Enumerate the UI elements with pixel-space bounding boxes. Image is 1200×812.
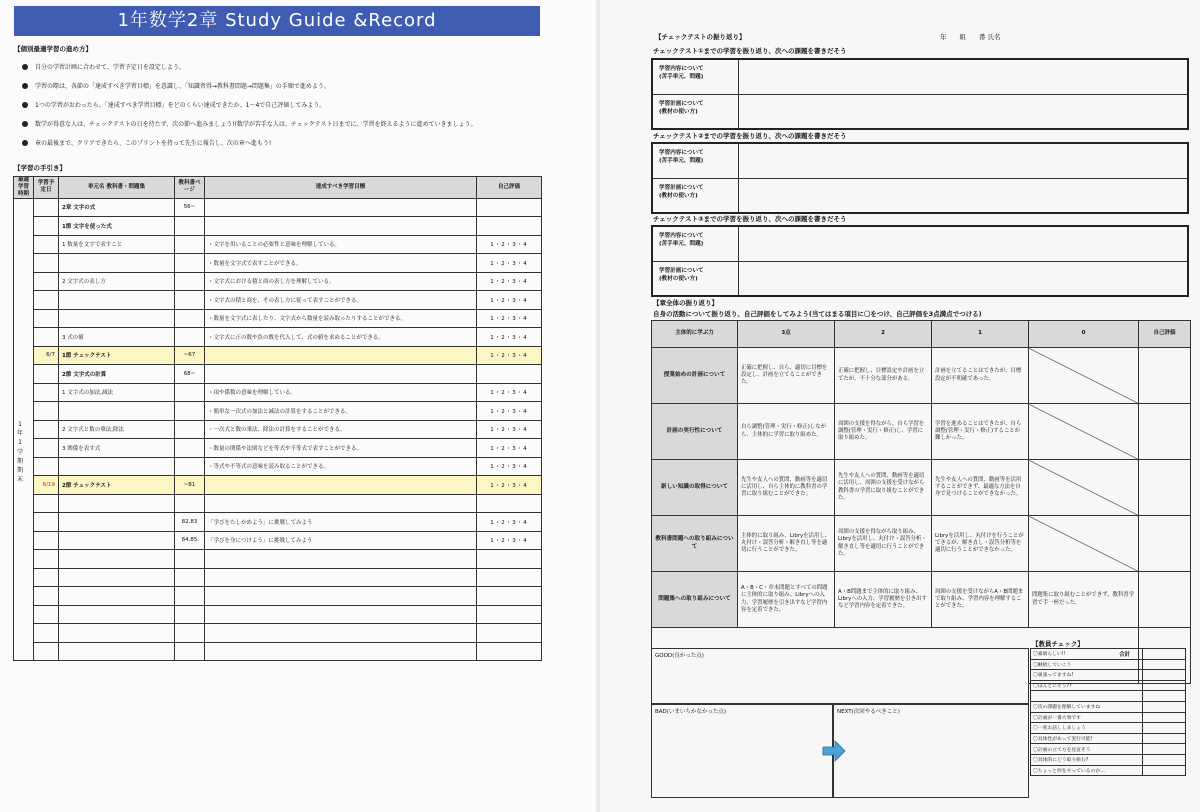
eval-col-header: 0 [1029,321,1139,348]
goal-cell [205,476,477,495]
check3-box [651,225,1189,297]
step-text: 自分の学習計画に合わせて、学習予定日を設定しよう。 [35,64,185,71]
date-cell[interactable] [34,513,59,532]
goal-cell: ・数量の関係や法則などを等式や不等式で表すことができる。 [205,439,477,458]
eval-score-cell[interactable] [1139,348,1191,404]
goal-cell: ・一次式と数の乗法、除法の計算をすることができる。 [205,420,477,439]
unit-cell: 2 文字式の表し方 [59,272,175,291]
eval-criterion-c1[interactable]: 周囲の支援を受けながらA・B問題まで取り組み、学習内容を理解することができた。 [932,572,1029,628]
table-row [14,217,542,236]
self-eval-cell[interactable] [477,568,542,587]
table-row [14,272,542,291]
teacher-check-item: 〇計画の立て方を見直そう [1031,744,1143,755]
guide-col-header: 達成すべき学習目標 [205,177,477,199]
self-eval-cell[interactable]: 1・2・3・4 [477,420,542,439]
eval-criterion-c0[interactable] [1029,516,1139,572]
page-cell [175,328,205,347]
term-label: 1 年 1 学 期 期 末 [16,421,23,484]
guide-col-header: 単元名 教科書・問題集 [59,177,175,199]
date-cell[interactable] [34,383,59,402]
goal-cell: 「学びをたしかめよう」に挑戦してみよう [205,513,477,532]
teacher-check-row [1031,744,1186,755]
goal-cell: ・文字式に正の数や負の数を代入して、式の値を求めることができる。 [205,328,477,347]
self-eval-cell[interactable] [477,198,542,217]
eval-criterion-c3[interactable]: 主体的に取り組み、Libryを活用し、丸付け・誤答分析・解き直し等を適切に行うことができた。 [738,516,835,572]
goal-cell: ・数量を文字式に表したり、文字式から数量を読み取ったりすることができる。 [205,309,477,328]
table-row [14,309,542,328]
page-cell [175,402,205,421]
unit-cell: 1 数量を文字で表すこと [59,235,175,254]
teacher-check-row [1031,649,1186,660]
self-eval-cell[interactable]: 1・2・3・4 [477,513,542,532]
step-text: 1つの学習がおわったら、「達成すべき学習目標」をどのくらい達成できたか、1～4で自己評価してみよう。 [35,102,326,109]
teacher-check-row [1031,754,1186,765]
eval-col-header: 自己評価 [1139,321,1191,348]
page-cell [175,254,205,273]
teacher-check-item: 〇計画が一番大事です [1031,712,1143,723]
eval-criterion-c2[interactable]: 周囲の支援を得ながら、自ら学習を調整(管理・実行・修正)し、学習に取り組めた。 [835,404,932,460]
eval-criterion-c1[interactable]: 計画を立てることはできたが、目標設定が不明確であった。 [932,348,1029,404]
eval-col-header: 1 [932,321,1029,348]
guide-col-header: 最適学習時期 [14,177,34,199]
self-eval-cell[interactable]: 1・2・3・4 [477,531,542,550]
unit-cell: 2節 チェックテスト [59,476,175,495]
eval-criterion-c1[interactable]: 先生や友人への質問、動画等を活用することができず、最適な方法を自身で見つけることができなかった。 [932,460,1029,516]
self-eval-cell[interactable]: 1・2・3・4 [477,476,542,495]
teacher-check-item: 〇ちょっと何をやっているのか… [1031,765,1143,776]
table-row [14,365,542,384]
page-cell: ~67 [175,346,205,365]
self-eval-cell[interactable] [477,217,542,236]
teacher-check-item: 〇一度お話ししましょう [1031,723,1143,734]
table-row [14,513,542,532]
goal-cell: ・文字式の積と商を、その表し方に従って表すことができる。 [205,291,477,310]
eval-criterion-c3[interactable]: 正確に把握し、自ら、適切に目標を設定し、計画を立てることができた。 [738,348,835,404]
guide-col-header: 学習予定日 [34,177,59,199]
table-row [14,402,542,421]
self-eval-cell[interactable]: 1・2・3・4 [477,328,542,347]
self-eval-cell[interactable]: 1・2・3・4 [477,457,542,476]
teacher-check-item: 〇具体性があって実行可能! [1031,733,1143,744]
check1-content-label: 学習内容について (苦手単元、問題) [653,60,739,94]
step-item [22,95,542,114]
eval-row-label: 問題集への取り組みについて [652,572,738,628]
goal-cell [205,198,477,217]
teacher-check-table [1030,648,1186,776]
teacher-check-mark[interactable] [1143,733,1186,744]
eval-row-label: 授業始めの計画について [652,348,738,404]
date-cell[interactable] [34,420,59,439]
goal-cell: ・等式や不等式の意味を読み取ることができる。 [205,457,477,476]
unit-cell [59,254,175,273]
eval-col-header: 3点 [738,321,835,348]
goal-cell: 「学びを身につけよう」に挑戦してみよう [205,531,477,550]
empty-row [14,624,542,643]
check1-content-field[interactable] [739,60,1187,94]
next-box[interactable] [833,704,1029,798]
step-item [22,133,542,152]
teacher-check-item: 〇頑張ってますね! [1031,670,1143,681]
unit-cell [59,494,175,513]
table-row [14,439,542,458]
check3-plan-field[interactable] [739,261,1187,295]
eval-row-label: 新しい知識の取得について [652,460,738,516]
bad-label: BAD(いまいちかなかった点) [655,709,727,715]
teacher-check-row [1031,691,1186,702]
self-eval-cell[interactable]: 1・2・3・4 [477,383,542,402]
unit-cell: 1節 文字を使った式 [59,217,175,236]
eval-criterion-c0[interactable] [1029,348,1139,404]
page-cell: 68~ [175,365,205,384]
page-cell [175,587,205,606]
teacher-check-mark[interactable] [1143,765,1186,776]
page-cell [175,272,205,291]
goal-cell [205,494,477,513]
step-item [22,76,542,95]
chapter-instruction: 自身の活動について振り返り、自己評価をしてみよう(当てはまる項目に〇をつけ、自己評価を3点満点でつける) [653,310,982,318]
eval-row [652,404,1191,460]
date-cell[interactable] [34,254,59,273]
teacher-check-mark[interactable] [1143,691,1186,702]
page-cell [175,605,205,624]
eval-score-cell[interactable] [1139,516,1191,572]
eval-criterion-c0[interactable]: 問題集に取り組むことができず、教科書学習で手一杯だった。 [1029,572,1139,628]
unit-cell: 2節 文字式の計算 [59,365,175,384]
unit-cell [59,550,175,569]
date-cell[interactable] [34,642,59,661]
page-cell [175,439,205,458]
check1-plan-field[interactable] [739,94,1187,128]
date-cell[interactable] [34,217,59,236]
unit-cell: 1節 チェックテスト [59,346,175,365]
check2-title: チェックテスト②までの学習を振り返り、次への課題を書きだそう [653,132,847,140]
teacher-check-row [1031,680,1186,691]
method-heading: 【個別最適学習の進め方】 [14,45,92,53]
eval-row [652,460,1191,516]
unit-cell [59,605,175,624]
unit-cell: 2章 文字の式 [59,198,175,217]
table-row [14,383,542,402]
unit-cell [59,291,175,310]
bullet-icon [22,64,28,70]
guide-col-header: 教科書ページ [175,177,205,199]
goal-cell [205,642,477,661]
eval-criterion-c2[interactable]: 正確に把握し、目標設定や計画を立てたが、不十分な部分がある。 [835,348,932,404]
table-row [14,346,542,365]
teacher-check-mark[interactable] [1143,744,1186,755]
teacher-check-mark[interactable] [1143,670,1186,681]
bullet-icon [22,121,28,127]
goal-cell: ・数量を文字式で表すことができる。 [205,254,477,273]
self-eval-cell[interactable]: 1・2・3・4 [477,235,542,254]
goal-cell [205,568,477,587]
eval-criterion-c2[interactable]: 周囲の支援を得ながら取り組み、Libryを活用し、丸付け・誤答分析・解き直し等を適切に行うことができた。 [835,516,932,572]
date-cell[interactable] [34,365,59,384]
unit-cell: 3 関係を表す式 [59,439,175,458]
eval-criterion-c3[interactable]: 先生や友人への質問、動画等を適切に活用し、自ら主体的に教科書の学習に取り組むことができた。 [738,460,835,516]
date-cell[interactable] [34,291,59,310]
eval-criterion-c2[interactable]: A・B問題まで主体的に取り組み、Libryへの入力、学習履歴を引き出すなど学習内容を定着できた。 [835,572,932,628]
check3-content-field[interactable] [739,227,1187,261]
self-eval-cell[interactable] [477,550,542,569]
bullet-icon [22,83,28,89]
date-cell[interactable] [34,309,59,328]
check1-title: チェックテスト①までの学習を振り返り、次への課題を書きだそう [653,47,847,55]
goal-cell [205,217,477,236]
page-cell [175,494,205,513]
self-eval-cell[interactable] [477,494,542,513]
table-row [14,494,542,513]
check1-plan-label: 学習計画について (教材の使い方) [653,94,739,128]
eval-score-cell[interactable] [1139,572,1191,628]
date-cell[interactable] [34,587,59,606]
unit-cell: 1 文字式の加法,減法 [59,383,175,402]
page-cell: 82.83 [175,513,205,532]
eval-score-cell[interactable] [1139,460,1191,516]
self-eval-cell[interactable] [477,605,542,624]
teacher-check-row [1031,723,1186,734]
name-line: 年 組 番 氏名 [940,33,1001,41]
unit-cell [59,587,175,606]
step-item [22,114,542,133]
page-cell [175,457,205,476]
self-eval-cell[interactable]: 1・2・3・4 [477,439,542,458]
date-cell[interactable] [34,568,59,587]
teacher-check-row [1031,659,1186,670]
guide-heading: 【学習の手引き】 [14,164,66,172]
eval-row [652,348,1191,404]
reflection-heading: 【チェックテストの振り返り】 [655,33,746,41]
page-cell [175,550,205,569]
page-cell [175,568,205,587]
page-cell [175,383,205,402]
teacher-check-mark[interactable] [1143,649,1186,660]
self-eval-cell[interactable]: 1・2・3・4 [477,272,542,291]
good-label: GOOD(良かった点) [655,653,704,659]
date-cell[interactable] [34,402,59,421]
eval-row [652,516,1191,572]
page-cell: 84.85 [175,531,205,550]
total-label: 合計 [652,628,1139,684]
goal-cell [205,550,477,569]
teacher-check-item: 〇次の課題を理解していますね [1031,701,1143,712]
teacher-check-row [1031,701,1186,712]
unit-cell [59,568,175,587]
goal-cell [205,587,477,606]
bad-box[interactable] [651,704,833,798]
unit-cell [59,402,175,421]
date-cell[interactable] [34,605,59,624]
page-cell [175,624,205,643]
teacher-check-mark[interactable] [1143,723,1186,734]
eval-criterion-c0[interactable] [1029,460,1139,516]
self-eval-cell[interactable]: 1・2・3・4 [477,402,542,421]
eval-col-header: 主体的に学ぶ力 [652,321,738,348]
self-eval-cell[interactable]: 1・2・3・4 [477,309,542,328]
page-cell [175,217,205,236]
unit-cell [59,457,175,476]
teacher-check-heading: 【教員チェック】 [1032,640,1084,648]
page-title: 1年数学2章 Study Guide &Record [14,6,540,36]
goal-cell: ・簡単な一次式の加法と減法の計算をすることができる。 [205,402,477,421]
self-eval-cell[interactable]: 1・2・3・4 [477,346,542,365]
teacher-check-item: 〇具体的にどう取り組む? [1031,754,1143,765]
unit-cell [59,513,175,532]
date-cell[interactable] [34,328,59,347]
teacher-check-item: 〇ほんとにそう?? [1031,680,1143,691]
goal-cell: ・文字式における積と商の表し方を理解している。 [205,272,477,291]
page-cell [175,309,205,328]
eval-criterion-c0[interactable] [1029,404,1139,460]
check3-plan-label: 学習計画について (教材の使い方) [653,261,739,295]
page-cell: 56~ [175,198,205,217]
date-cell[interactable] [34,198,59,217]
table-row [14,254,542,273]
goal-cell [205,605,477,624]
check3-title: チェックテスト③までの学習を振り返り、次への課題を書きだそう [653,215,847,223]
check2-plan-label: 学習計画について (教材の使い方) [653,178,739,212]
page-cell [175,642,205,661]
date-cell[interactable] [34,235,59,254]
check2-content-field[interactable] [739,144,1187,178]
check2-box [651,142,1189,214]
chapter-heading: 【章全体の振り返り】 [653,299,718,307]
guide-table [13,176,542,661]
goal-cell [205,365,477,384]
table-row [14,531,542,550]
bullet-icon [22,140,28,146]
self-eval-cell[interactable]: 1・2・3・4 [477,254,542,273]
empty-row [14,642,542,661]
good-box[interactable] [651,648,1029,704]
teacher-check-item: 〇素晴らしい!! [1031,649,1143,660]
goal-cell [205,624,477,643]
teacher-check-mark[interactable] [1143,712,1186,723]
unit-cell: 2 文字式と数の乗法,除法 [59,420,175,439]
date-cell[interactable] [34,624,59,643]
eval-criterion-c3[interactable]: 自ら調整(管理・実行・修正)しながら、主体的に学習に取り組めた。 [738,404,835,460]
unit-cell: 3 式の値 [59,328,175,347]
check2-content-label: 学習内容について (苦手単元、問題) [653,144,739,178]
table-row [14,457,542,476]
table-row [14,476,542,495]
page-cell [175,235,205,254]
teacher-check-mark[interactable] [1143,754,1186,765]
step-text: 数学が得意な人は、チェックテストの日を待たず、次の節へ進みましょう!!数学が苦手な人は、チェックテスト日までに、学習を終えるように進めていきましょう。 [35,121,477,128]
teacher-check-item: 〇継続していこう [1031,659,1143,670]
date-cell[interactable] [34,550,59,569]
page-cell [175,420,205,439]
eval-row-label: 教科書問題への取り組みについて [652,516,738,572]
table-row [14,198,542,217]
teacher-check-row [1031,712,1186,723]
teacher-check-mark[interactable] [1143,680,1186,691]
next-label: NEXT(次回やるべきこと) [837,709,900,715]
table-row [14,328,542,347]
date-cell[interactable]: 6/7 [34,346,59,365]
eval-criterion-c2[interactable]: 先生や友人への質問、動画等を適切に活用し、周囲の支援を受けながら教科書の学習に取り組むことができた。 [835,460,932,516]
table-row [14,420,542,439]
table-row [14,291,542,310]
bullet-icon [22,102,28,108]
page-cell: ~81 [175,476,205,495]
teacher-check-row [1031,733,1186,744]
unit-cell [59,624,175,643]
eval-score-cell[interactable] [1139,404,1191,460]
date-cell[interactable] [34,531,59,550]
empty-row [14,587,542,606]
teacher-check-row [1031,670,1186,681]
page-cell [175,291,205,310]
goal-cell: ・項や係数の意味を理解している。 [205,383,477,402]
unit-cell [59,531,175,550]
step-item [22,57,542,76]
date-cell[interactable]: 6/19 [34,476,59,495]
goal-cell [205,346,477,365]
empty-row [14,605,542,624]
eval-row-label: 計画の実行性について [652,404,738,460]
eval-row [652,572,1191,628]
steps-list [22,57,542,152]
check1-box [651,58,1189,130]
empty-row [14,550,542,569]
date-cell[interactable] [34,439,59,458]
date-cell[interactable] [34,494,59,513]
eval-criterion-c1[interactable]: Libryを活用し、丸付けを行うことができるが、解き直し・誤答分析等を適切に行うことができなかった。 [932,516,1029,572]
date-cell[interactable] [34,457,59,476]
eval-criterion-c1[interactable]: 学習を進めることはできたが、自ら調整(管理・実行・修正)することが難しかった。 [932,404,1029,460]
self-eval-cell[interactable] [477,642,542,661]
step-text: 章の最後まで、クリアできたら、このプリントを持って先生に報告し、次の章へ進もう! [35,140,272,147]
unit-cell [59,642,175,661]
eval-criterion-c3[interactable]: A・B・C・章末問題とすべての問題に主体的に取り組み、Libryへの入力、学習履歴を引き出すなど学習内容を定着できた。 [738,572,835,628]
teacher-check-row [1031,765,1186,776]
check2-plan-field[interactable] [739,178,1187,212]
teacher-check-mark[interactable] [1143,701,1186,712]
check3-content-label: 学習内容について (苦手単元、問題) [653,227,739,261]
eval-col-header: 2 [835,321,932,348]
teacher-check-item [1031,691,1143,702]
teacher-check-mark[interactable] [1143,659,1186,670]
goal-cell: ・文字を用いることの必要性と意味を理解している。 [205,235,477,254]
self-eval-table [651,320,1191,684]
self-eval-cell[interactable] [477,365,542,384]
left-page [0,0,596,812]
arrow-right-icon [822,740,846,762]
self-eval-cell[interactable]: 1・2・3・4 [477,291,542,310]
table-row [14,235,542,254]
guide-col-header: 自己評価 [477,177,542,199]
self-eval-cell[interactable] [477,624,542,643]
empty-row [14,568,542,587]
date-cell[interactable] [34,272,59,291]
unit-cell [59,309,175,328]
self-eval-cell[interactable] [477,587,542,606]
step-text: 学習の際は、各節の「達成すべき学習目標」を意識し、「知識習得→教科書問題→問題集」の手順で進めよう。 [35,83,330,90]
